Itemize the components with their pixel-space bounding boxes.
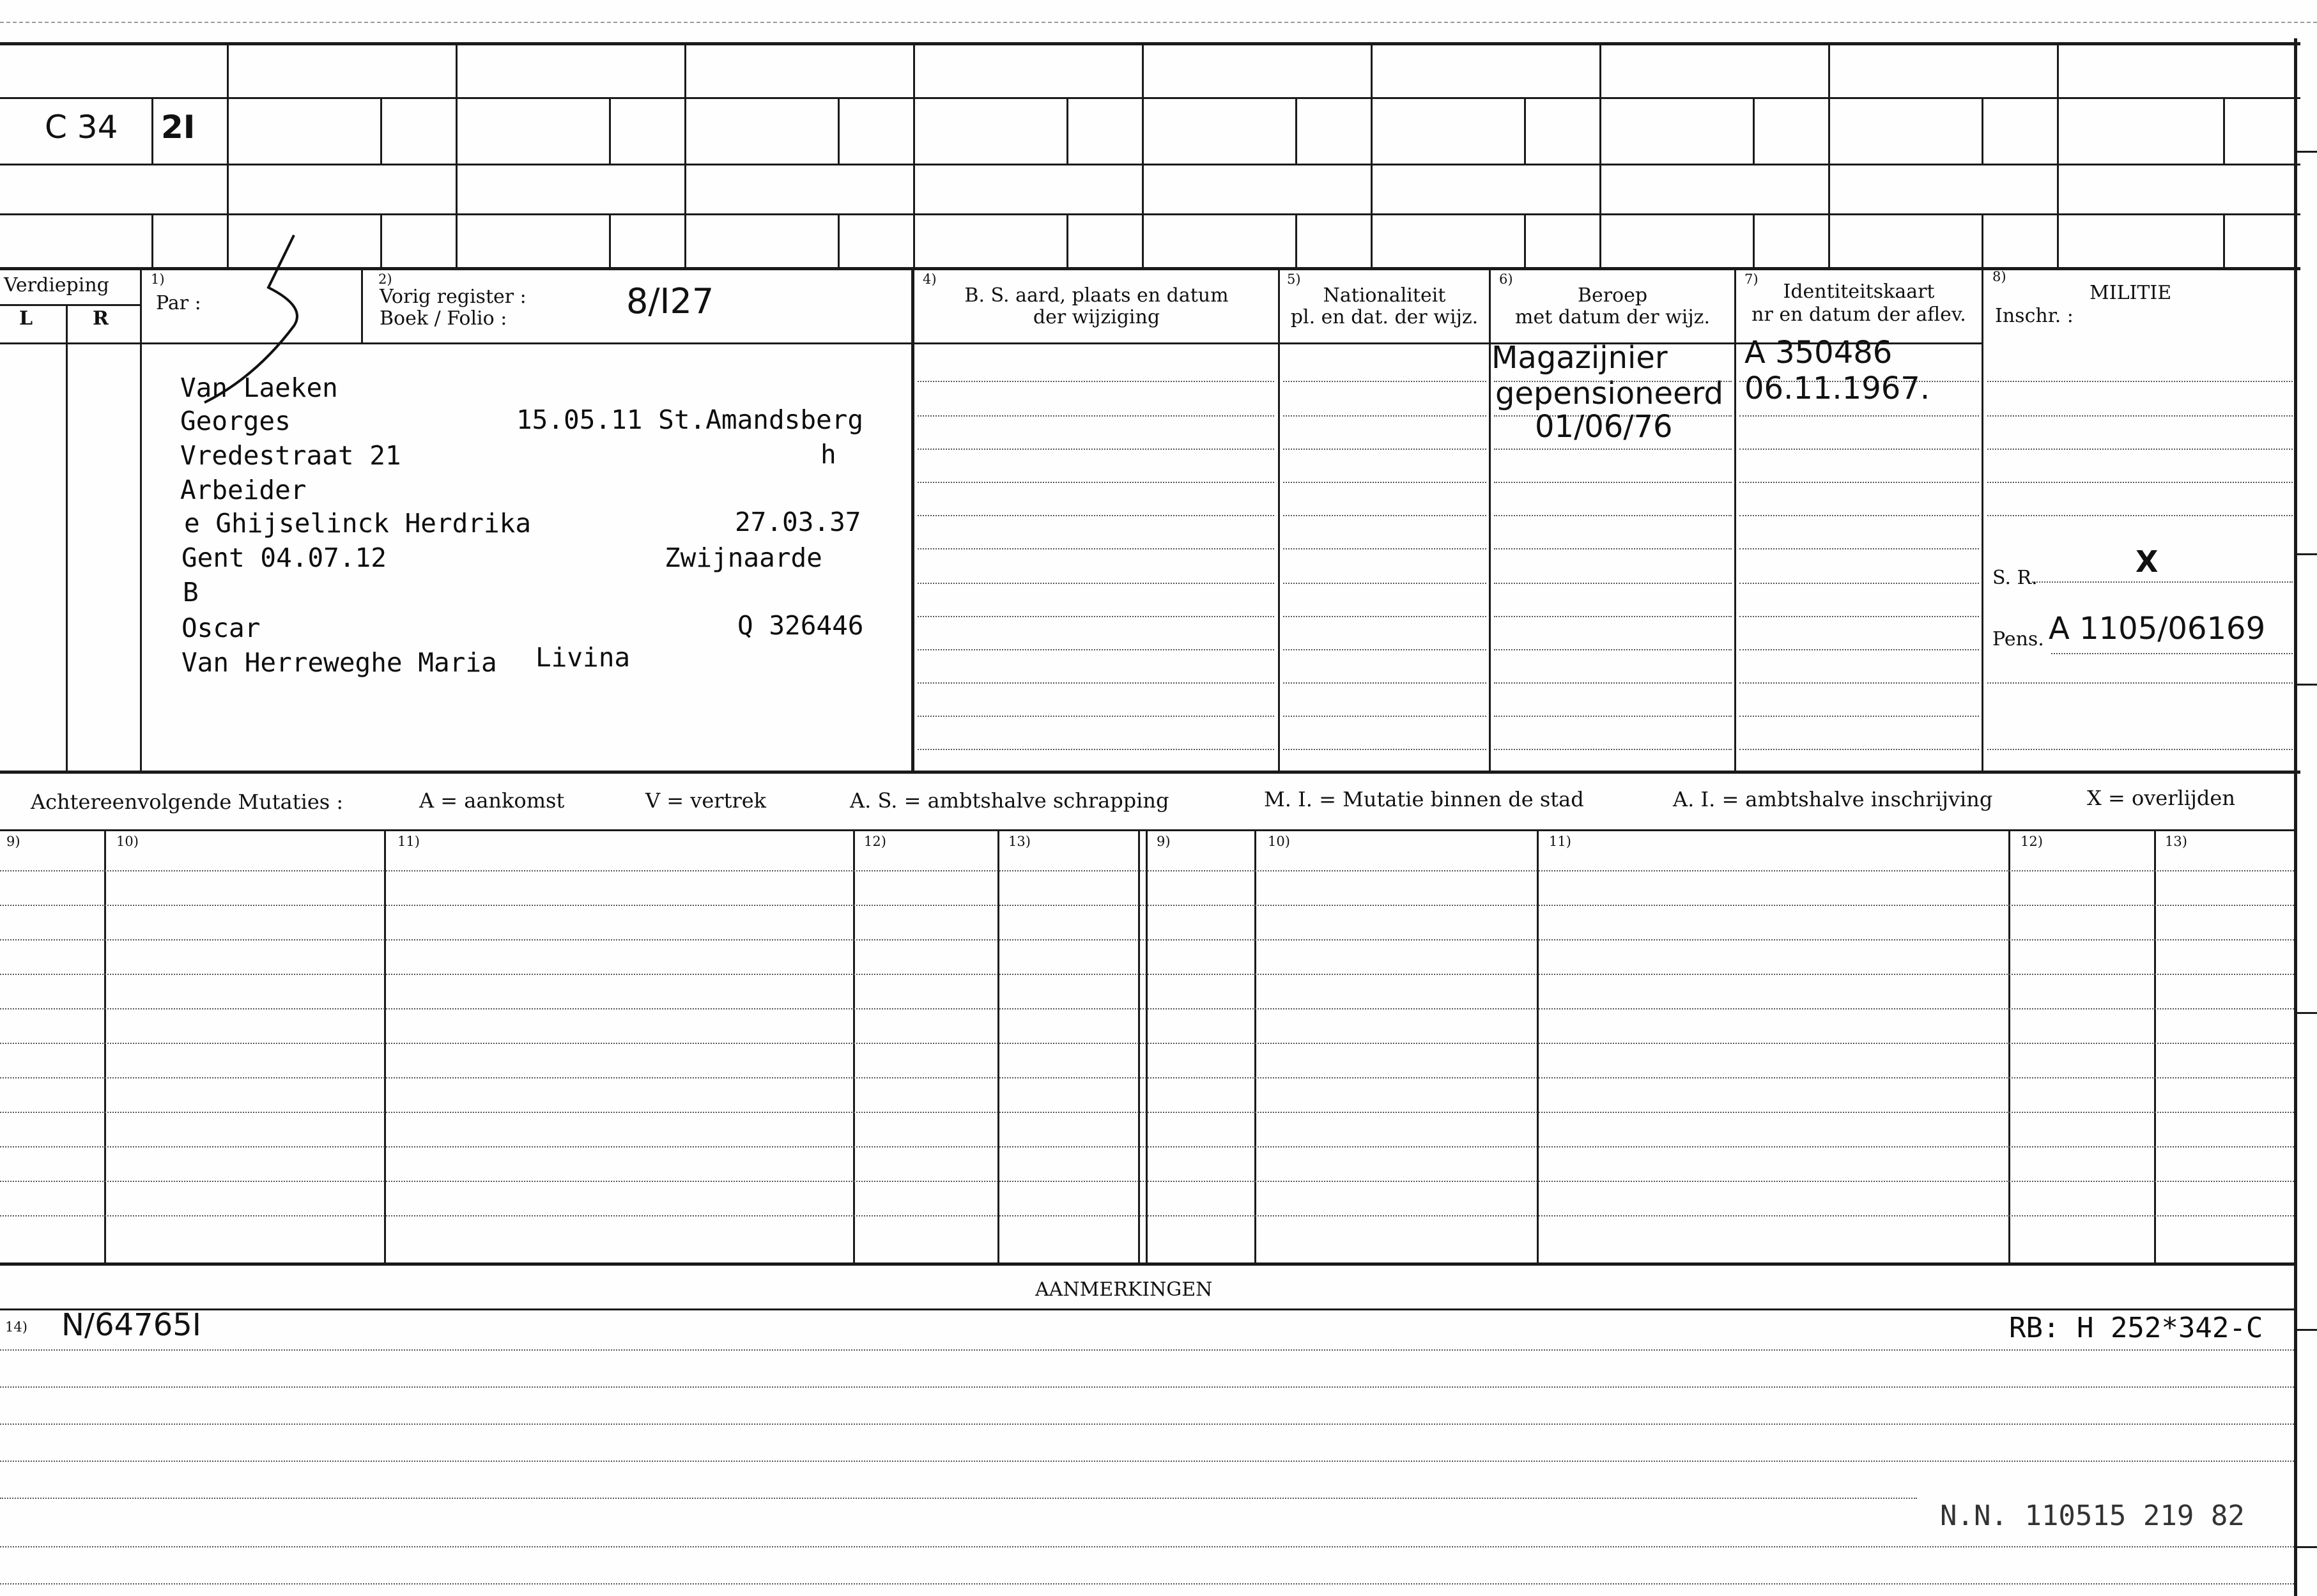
col-number: 13) — [2165, 834, 2187, 849]
rule — [838, 215, 840, 267]
rule — [0, 164, 2300, 165]
tick — [2295, 1546, 2317, 1548]
vorig-register-label: Vorig register : — [380, 286, 527, 308]
spouse: e Ghijselinck Herdrika — [184, 508, 532, 539]
col-number: 10) — [116, 834, 139, 849]
rule — [1066, 99, 1068, 164]
verdieping-label: Verdieping — [4, 274, 109, 296]
rule — [0, 42, 2300, 45]
tick — [2295, 1329, 2317, 1331]
col-number: 13) — [1008, 834, 1031, 849]
pens-value: A 1105/06169 — [2049, 611, 2266, 647]
rule — [1295, 99, 1297, 164]
rule — [1982, 268, 1983, 772]
beroep-header-line1: Beroep — [1577, 284, 1648, 307]
father: Oscar — [181, 613, 261, 643]
rule — [0, 304, 142, 306]
rule — [2057, 45, 2059, 268]
col-number: 9) — [6, 834, 20, 849]
rule — [838, 99, 840, 164]
rule — [380, 99, 382, 164]
rule — [1524, 99, 1526, 164]
nat-header-line1: Nationaliteit — [1323, 284, 1446, 307]
par-label: Par : — [156, 292, 201, 314]
b-line: B — [183, 577, 199, 608]
rule — [0, 213, 2300, 215]
l-label: L — [19, 307, 33, 330]
r-label: R — [93, 307, 109, 330]
vorig-register-value: 8/I27 — [626, 281, 714, 321]
rule — [361, 268, 363, 344]
field-number: 2) — [378, 272, 392, 287]
legend-mi: M. I. = Mutatie binnen de stad — [1264, 787, 1584, 811]
mutaties-title: Achtereenvolgende Mutaties : — [31, 790, 344, 814]
ref-code: C 34 — [45, 109, 118, 146]
aanmerkingen-value: N/64765I — [61, 1307, 201, 1343]
rule — [1278, 268, 1280, 772]
col-number: 11) — [397, 834, 420, 849]
mother-extra: Livina — [535, 642, 631, 673]
aanmerkingen-title: AANMERKINGEN — [1035, 1278, 1213, 1301]
nn-number: N.N. 110515 219 82 — [1940, 1500, 2245, 1532]
rule — [2154, 831, 2156, 1264]
rule — [1753, 99, 1755, 164]
ref-number: 2I — [161, 109, 196, 146]
rule — [384, 831, 386, 1264]
rule — [140, 268, 142, 772]
col-number: 11) — [1549, 834, 1571, 849]
rule — [0, 829, 2295, 831]
rule — [151, 99, 153, 164]
rule — [1524, 215, 1526, 267]
rule — [380, 215, 382, 267]
spouse-birth: Gent 04.07.12 — [181, 542, 387, 573]
field-number: 6) — [1499, 272, 1513, 287]
beroep-header-line2: met datum der wijz. — [1515, 306, 1710, 328]
occupation: Arbeider — [180, 475, 307, 505]
sr-value: X — [2136, 544, 2159, 579]
rule — [1982, 215, 1983, 267]
father-ref: Q 326446 — [737, 610, 864, 641]
legend-v: V = vertrek — [645, 788, 767, 813]
rule — [609, 215, 611, 267]
tick — [2295, 151, 2317, 153]
tick — [2295, 553, 2317, 555]
tick — [2295, 1012, 2317, 1014]
beroep-line1: Magazijnier — [1491, 340, 1668, 376]
rule — [1066, 215, 1068, 267]
rule — [1371, 45, 1373, 268]
legend-x: X = overlijden — [2087, 786, 2235, 810]
legend-a: A = aankomst — [419, 788, 565, 813]
rule — [0, 267, 2300, 270]
col-number: 10) — [1268, 834, 1290, 849]
mother: Van Herreweghe Maria — [181, 647, 497, 678]
rule — [684, 45, 686, 268]
rule — [0, 1308, 2295, 1310]
rule — [1254, 831, 1256, 1264]
rule — [1537, 831, 1539, 1264]
field-number: 5) — [1287, 272, 1301, 287]
col-number: 12) — [2021, 834, 2043, 849]
rule — [1982, 99, 1983, 164]
inschr-label: Inschr. : — [1995, 305, 2074, 327]
field-number: 8) — [1992, 269, 2006, 284]
rule — [1146, 831, 1148, 1264]
field-number: 4) — [923, 272, 937, 287]
sr-label: S. R. — [1992, 567, 2038, 589]
rule — [997, 831, 999, 1264]
rule — [0, 771, 2300, 774]
rb-number: RB: H 252*342-C — [2009, 1312, 2263, 1344]
surname: Van Laeken — [180, 372, 338, 403]
col-number: 12) — [864, 834, 886, 849]
rule — [911, 268, 914, 772]
rule — [913, 45, 915, 268]
rule — [2223, 99, 2225, 164]
identity-date: 06.11.1967. — [1744, 371, 1930, 406]
rule — [1753, 215, 1755, 267]
beroep-line2: gepensioneerd — [1495, 376, 1723, 411]
field-number: 14) — [5, 1319, 27, 1335]
rule — [1734, 268, 1736, 772]
rule — [0, 1262, 2295, 1266]
rule — [853, 831, 855, 1264]
identity-number: A 350486 — [1744, 335, 1893, 371]
address-mark: h — [820, 439, 836, 470]
rule — [1828, 45, 1830, 268]
address: Vredestraat 21 — [180, 440, 401, 471]
rule — [1295, 215, 1297, 267]
spouse-place: Zwijnaarde — [665, 542, 822, 573]
pens-label: Pens. — [1992, 628, 2044, 650]
bs-header-line2: der wijziging — [1033, 306, 1160, 328]
rule — [1142, 45, 1144, 268]
boek-folio-label: Boek / Folio : — [380, 307, 507, 330]
nat-header-line2: pl. en dat. der wijz. — [1290, 306, 1479, 328]
rule — [104, 831, 106, 1264]
right-border — [2294, 38, 2297, 1596]
page-edge — [0, 22, 2317, 23]
rule — [1599, 45, 1601, 268]
rule — [2223, 215, 2225, 267]
legend-ai: A. I. = ambtshalve inschrijving — [1673, 787, 1993, 811]
col-number: 9) — [1157, 834, 1171, 849]
field-number: 7) — [1744, 272, 1759, 287]
rule — [66, 305, 68, 772]
birth-date-place: 15.05.11 St.Amandsberg — [516, 404, 864, 435]
rule — [1138, 831, 1140, 1264]
rule — [609, 99, 611, 164]
rule — [0, 97, 2300, 99]
rule — [2008, 831, 2010, 1264]
firstname: Georges — [180, 406, 291, 436]
rule — [1489, 268, 1491, 772]
bs-header-line1: B. S. aard, plaats en datum — [964, 284, 1229, 307]
tick — [2295, 684, 2317, 686]
id-header-line1: Identiteitskaart — [1783, 280, 1935, 303]
beroep-date: 01/06/76 — [1535, 409, 1673, 445]
militie-label: MILITIE — [2090, 282, 2172, 304]
field-number: 1) — [151, 272, 165, 287]
spouse-date: 27.03.37 — [735, 507, 861, 537]
legend-as: A. S. = ambtshalve schrapping — [850, 788, 1169, 813]
id-header-line2: nr en datum der aflev. — [1751, 303, 1966, 326]
rule — [456, 45, 458, 268]
rule — [151, 215, 153, 267]
